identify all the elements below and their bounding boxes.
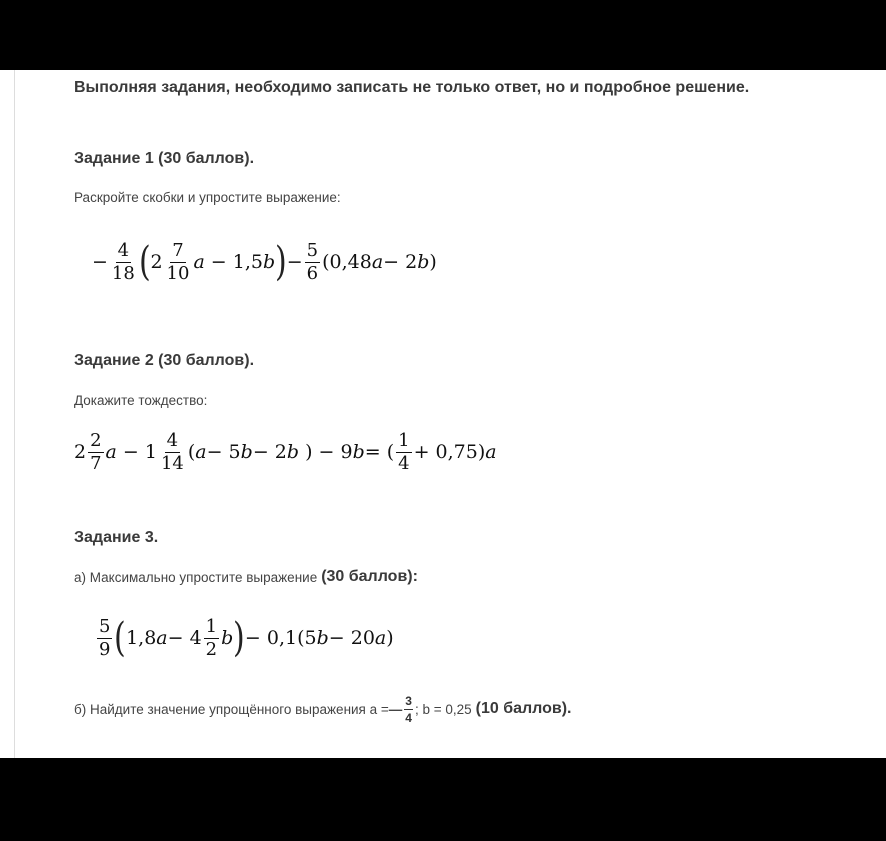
left-margin-line [14, 70, 15, 758]
equals-sign: = ( [364, 440, 395, 463]
variable-a: a [485, 440, 497, 463]
numerator: 1 [398, 429, 410, 451]
variable-a: a [371, 250, 384, 273]
close-paren: ) [429, 250, 437, 273]
term: (0,48 [322, 250, 372, 273]
numerator: 3 [405, 693, 412, 708]
denominator: 4 [398, 452, 410, 474]
numerator: 7 [172, 239, 184, 261]
fraction [88, 429, 103, 474]
close-paren: ) [386, 626, 394, 649]
denominator: 7 [90, 452, 102, 474]
denominator: 18 [111, 262, 135, 284]
fraction [204, 615, 219, 660]
term: − 20 [328, 626, 375, 649]
document-page [0, 70, 886, 758]
variable-b: b [417, 250, 430, 273]
term: + 0,75) [413, 440, 486, 463]
right-paren: ) [275, 239, 287, 285]
task2-formula [74, 421, 497, 483]
open-paren: ( [187, 440, 196, 463]
term: − 0,1(5 [244, 626, 317, 649]
fraction [110, 239, 137, 284]
variable-b: b [240, 440, 253, 463]
part-b-points: (10 баллов). [475, 700, 572, 717]
variable-b: b [352, 440, 365, 463]
task3-formula [95, 606, 394, 670]
fraction [97, 615, 112, 660]
term: − 5 [206, 440, 241, 463]
term: − 2 [383, 250, 418, 273]
term: − 1,5 [210, 250, 263, 273]
intro-text: Выполняя задания, необходимо записать не только ответ, но и подробное решение. [74, 79, 750, 96]
minus-sign: — [388, 701, 403, 717]
task1-formula [92, 232, 437, 292]
variable-a: a [105, 440, 117, 463]
part-b-text: б) Найдите значение упрощённого выражения a = [74, 701, 389, 717]
fraction [404, 694, 413, 725]
variable-a: a [195, 440, 207, 463]
numerator: 2 [90, 429, 102, 451]
term: ) − 9 [305, 440, 353, 463]
task3-part-a [74, 568, 418, 586]
task2-title: Задание 2 (30 баллов). [74, 352, 255, 369]
minus-sign: − [92, 250, 108, 273]
term: − 2 [252, 440, 287, 463]
term: − 4 [167, 626, 202, 649]
numerator: 1 [205, 615, 218, 637]
task1-instruction: Раскройте скобки и упростите выражение: [74, 190, 341, 205]
term: 1,8 [126, 626, 157, 649]
variable-b: b [316, 626, 329, 649]
variable-b: b [221, 626, 234, 649]
denominator: 10 [166, 262, 190, 284]
denominator: 2 [205, 638, 218, 660]
task1-title: Задание 1 (30 баллов). [74, 150, 255, 167]
task3-part-b [74, 689, 571, 729]
integer-part: 2 [150, 250, 163, 273]
numerator: 5 [306, 239, 319, 261]
left-paren: ( [138, 239, 151, 285]
denominator: 14 [160, 452, 184, 474]
denominator: 9 [99, 638, 111, 660]
variable-a: a [374, 626, 387, 649]
task3-title: Задание 3. [74, 529, 159, 546]
numerator: 4 [166, 429, 179, 451]
integer-part: 2 [74, 440, 87, 463]
fraction [396, 429, 411, 474]
part-b-condition: ; b = 0,25 [414, 701, 472, 717]
denominator: 6 [306, 262, 319, 284]
denominator: 4 [405, 710, 412, 725]
task2-instruction: Докажите тождество: [74, 393, 208, 408]
variable-a: a [193, 250, 205, 273]
fraction [159, 429, 186, 474]
minus-sign: − [286, 250, 303, 273]
fraction [305, 239, 320, 284]
term: − 1 [122, 440, 157, 463]
right-paren: ) [233, 615, 245, 661]
part-a-text: а) Максимально упростите выражение [74, 569, 318, 585]
left-paren: ( [114, 615, 127, 661]
part-a-points: (30 баллов): [321, 568, 418, 585]
variable-a: a [156, 626, 168, 649]
variable-b: b [262, 250, 276, 273]
numerator: 5 [99, 615, 111, 637]
variable-b: b [286, 440, 300, 463]
numerator: 4 [117, 239, 130, 261]
fraction [165, 239, 192, 284]
